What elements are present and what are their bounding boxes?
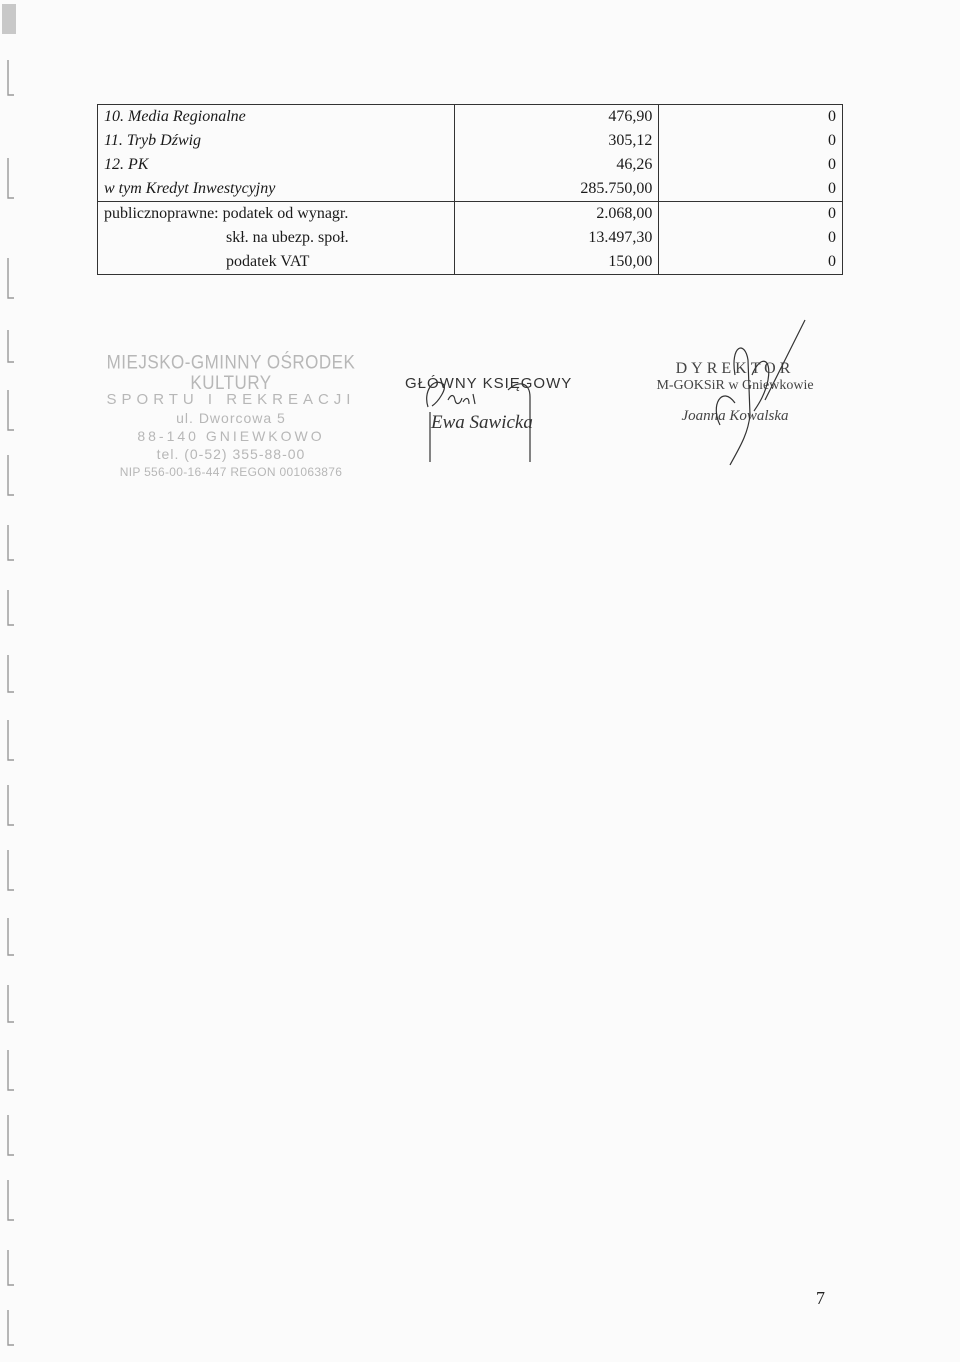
row-label: w tym Kredyt Inwestycyjny: [98, 177, 455, 202]
row-amount: 150,00: [454, 250, 659, 275]
row-amount: 2.068,00: [454, 202, 659, 227]
row-value: 0: [659, 105, 843, 130]
accountant-name: Ewa Sawicka: [431, 412, 533, 433]
director-name: Joanna Kowalska: [681, 408, 789, 424]
institution-city: 88-140 GNIEWKOWO: [137, 428, 325, 444]
table-row: [98, 202, 843, 227]
row-value: 0: [659, 202, 843, 227]
row-amount: 13.497,30: [454, 226, 659, 250]
row-label: podatek VAT: [98, 250, 455, 275]
row-label: 11. Tryb Dźwig: [98, 129, 455, 153]
row-label: skł. na ubezp. społ.: [98, 226, 455, 250]
page-number: 7: [816, 1288, 825, 1308]
institution-ids: NIP 556-00-16-447 REGON 001063876: [119, 465, 343, 479]
row-value: 0: [659, 226, 843, 250]
institution-street: ul. Dworcowa 5: [176, 410, 286, 426]
table-row: [98, 177, 843, 202]
binder-marks: [0, 0, 30, 1357]
table-row: [98, 250, 843, 275]
row-value: 0: [659, 153, 843, 177]
institution-subname: SPORTU I REKREACJI: [106, 391, 356, 408]
row-value: 0: [659, 129, 843, 153]
director-institution: M-GOKSiR w Gniewkowie: [656, 378, 814, 393]
director-signature: [690, 315, 820, 475]
table-row: [98, 129, 843, 153]
row-value: 0: [659, 250, 843, 275]
row-label: 10. Media Regionalne: [98, 105, 455, 130]
institution-phone: tel. (0-52) 355-88-00: [156, 446, 306, 462]
row-label: publicznoprawne: podatek od wynagr.: [98, 202, 455, 227]
table-row: [98, 153, 843, 177]
ledger-table: [97, 104, 843, 275]
accountant-title: GŁÓWNY KSIĘGOWY: [405, 375, 573, 392]
table-row: [98, 226, 843, 250]
row-amount: 305,12: [454, 129, 659, 153]
row-amount: 46,26: [454, 153, 659, 177]
institution-stamp: [100, 351, 362, 481]
director-title: DYREKTOR: [675, 360, 795, 377]
row-amount: 476,90: [454, 105, 659, 130]
accountant-signature: [418, 372, 568, 462]
row-label: 12. PK: [98, 153, 455, 177]
table-row: [98, 105, 843, 130]
row-amount: 285.750,00: [454, 177, 659, 202]
row-value: 0: [659, 177, 843, 202]
institution-name: MIEJSKO-GMINNY OŚRODEK KULTURY: [106, 351, 356, 394]
